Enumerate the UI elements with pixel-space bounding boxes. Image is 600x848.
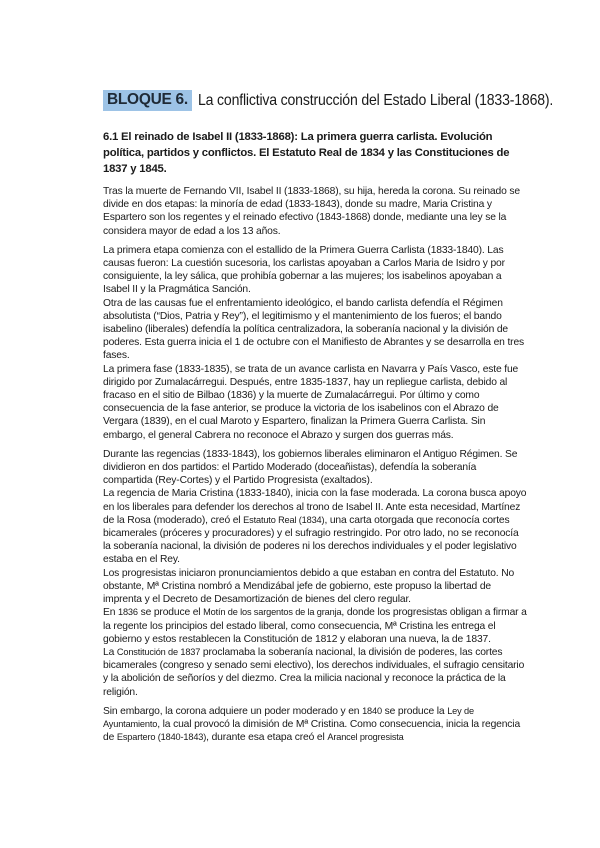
text-run: Sin embargo, la corona adquiere un poder moderado y en: [103, 705, 363, 717]
regency-reference: Espartero (1840-1843): [116, 732, 207, 743]
block-title: La conflictiva construcción del Estado Liberal (1833-1868).: [197, 91, 553, 109]
text-run: , la cual provocó la dimisión de Mª Cristina. Como consecuencia, inicia la regencia de: [103, 718, 521, 744]
text-run: se produce el: [137, 607, 204, 619]
paragraph: [103, 646, 528, 699]
law-reference: Ley de Ayuntamiento: [103, 705, 474, 729]
year-reference: 1836: [118, 607, 138, 618]
document-body: [103, 185, 528, 744]
statute-reference: Estatuto Real (1834): [243, 514, 325, 525]
block-badge: BLOQUE 6.: [103, 90, 192, 111]
event-reference: Motín de los sargentos de la granja: [203, 607, 342, 618]
tariff-reference: Arancel progresista: [327, 732, 404, 743]
paragraph: Tras la muerte de Fernando VII, Isabel II (1833-1868), su hija, hereda la corona. Su reinado se divide en dos etapas: la minoría de edad (1833-1843), donde su madre, Maria Cristina y Espartero son los regentes y el reinado efectivo (1843-1868) donde, mediante una ley se la considera mayor de edad a los 13 años.: [103, 186, 520, 237]
text-run: , una carta otorgada que reconocía cortes bicamerales (próceres y procuradores) y el sufragio restringido. Por otro lado, no se reconocía la soberanía nacional, la división de poderes ni los derechos individuales y el poder legislativo estaba en el Rey.: [103, 514, 519, 566]
text-run: , durante esa etapa creó el: [206, 732, 328, 744]
paragraph: Otra de las causas fue el enfrentamiento ideológico, el bando carlista defendía el Régimen absolutista (“Dios, Patria y Rey”), el legitimismo y el mantenimiento de los fueros; el bando isabelino (liberales) defendía la política centralizadora, la soberanía nacional y la división de poderes. Esta guerra inicia el 1 de octubre con el Manifiesto de Abrantes y se desarrolla en tres fases.: [103, 297, 525, 362]
paragraph: Los progresistas iniciaron pronunciamientos debido a que estaban en contra del Estatuto. No obstante, Mª Cristina nombró a Mendizábal jefe de gobierno, este propuso la libertad de imprenta y el Decreto de Desamortización de bienes del clero regular.: [103, 567, 515, 606]
section-title: 6.1 El reinado de Isabel II (1833-1868): La primera guerra carlista. Evolución política, partidos y conflictos. El Estatuto Real de 1834 y las Constituciones de 1837 y 1845.: [103, 131, 510, 175]
text-run: En: [103, 607, 119, 619]
text-run: se produce la: [381, 705, 448, 717]
year-reference: 1840: [362, 705, 382, 716]
block-header: [103, 90, 600, 111]
constitution-reference: Constitución de 1837: [116, 646, 201, 657]
paragraph: [103, 705, 528, 745]
paragraph: Durante las regencias (1833-1843), los gobiernos liberales eliminaron el Antiguo Régimen. Se dividieron en dos partidos: el Partido Moderado (doceañistas), defendía la soberanía compartida (Rey-Cortes) y el Partido Progresista (exaltados).: [103, 448, 518, 487]
paragraph: [103, 487, 528, 566]
text-run: La regencia de Maria Cristina (1833-1840), inicia con la fase moderada. La corona busca apoyo en los liberales para defender los derechos al trono de Isabel II. Ante esta necesidad, Martínez de la Rosa (moderado), creó el: [103, 488, 527, 526]
text-run: , donde los progresistas obligan a firmar a la regente los principios del estado liberal, como consecuencia, Mª Cristina les entrega el gobierno y estos restablecen la Constitución de 1812 y elaboran una nueva, la de 1837.: [103, 607, 527, 645]
paragraph: La primera fase (1833-1835), se trata de un avance carlista en Navarra y País Vasco, este fue dirigido por Zumalacárregui. Después, entre 1835-1837, hay un repliegue carlista, debido al fracaso en el sitio de Bilbao (1836) y la muerte de Zumalacárregui. Por último y como consecuencia de la fase anterior, se produce la victoria de los isabelinos con el Abrazo de Vergara (1839), en el cual Maroto y Espartero, finalizan la Primera Guerra Carlista. Sin embargo, el general Cabrera no reconoce el Abrazo y surgen dos guerras más.: [103, 363, 519, 441]
paragraph: [103, 606, 528, 646]
text-run: proclamaba la soberanía nacional, la división de poderes, las cortes bicamerales (congreso y senado semi electivo), los derechos individuales, el sufragio censitario y la abolición de señoríos y del diezmo. Crea la milicia nacional y reconoce la práctica de la religión.: [103, 646, 525, 698]
paragraph: La primera etapa comienza con el estallido de la Primera Guerra Carlista (1833-1840). Las causas fueron: La cuestión sucesoria, los carlistas apoyaban a Carlos Maria de Isidro y por consiguiente, la ley sálica, que prohibía gobernar a las mujeres; los isabelinos apoyaban a Isabel II y la Pragmática Sanción.: [103, 244, 505, 296]
text-run: La: [103, 646, 117, 658]
